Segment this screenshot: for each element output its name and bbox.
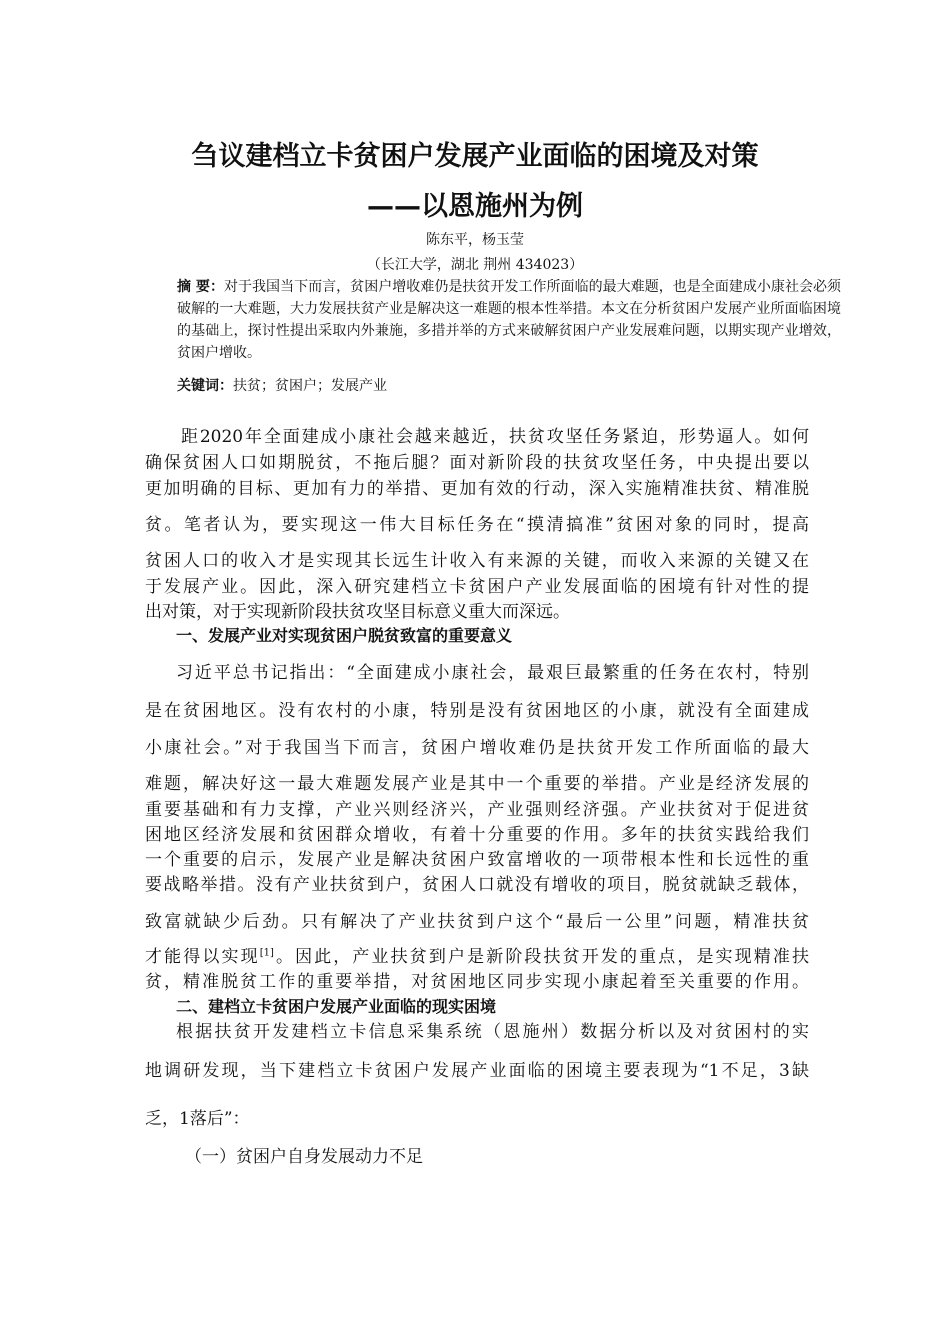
section2-line: 乏，1落后”： [145,1109,250,1129]
section1-line: 一个重要的启示，发展产业是解决贫困户致富增收的一项带根本性和长远性的重 [145,850,809,870]
section2-line: 根据扶贫开发建档立卡信息采集系统（恩施州）数据分析以及对贫困村的实 [176,1022,809,1042]
section1-line: 是在贫困地区。没有农村的小康，特别是没有贫困地区的小康，就没有全面建成 [145,701,809,721]
keywords-text: 扶贫；贫困户；发展产业 [233,378,387,394]
intro-line: 出对策，对于实现新阶段扶贫攻坚目标意义重大而深远。 [145,602,570,622]
intro-line: 贫困人口的收入才是实现其长远生计收入有来源的关键，而收入来源的关键又在 [145,551,809,571]
abstract-label: 摘 要： [177,279,224,295]
section-heading-2: 二、建档立卡贫困户发展产业面临的现实困境 [176,997,497,1016]
intro-line: 距2020年全面建成小康社会越来越近，扶贫攻坚任务紧迫，形势逼人。如何 [181,427,809,447]
section1-line: 贫，精准脱贫工作的重要举措，对贫困地区同步实现小康起着至关重要的作用。 [145,972,809,992]
citation-mark: [1] [259,947,274,959]
abstract [145,276,841,364]
intro-line: 更加明确的目标、更加有力的举措、更加有效的行动，深入实施精准扶贫、精准脱 [145,479,809,499]
citation-text-after: 。因此，产业扶贫到户是新阶段扶贫开发的重点，是实现精准扶 [273,947,810,967]
abstract-text: 对于我国当下而言，贫困户增收难仍是扶贫开发工作所面临的最大难题，也是全面建成小康社会必须破解的一大难题，大力发展扶贫产业是解决这一难题的根本性举措。本文在分析贫困户发展产业所面临困境的基础上，探讨性提出采取内外兼施，多措并举的方式来破解贫困户产业发展难问题，以期实现产业增效，贫困户增收。 [177,279,842,361]
section1-line: 要战略举措。没有产业扶贫到户，贫困人口就没有增收的项目，脱贫就缺乏载体， [145,875,809,895]
authors: 陈东平，杨玉莹 [426,232,524,248]
intro-line: 于发展产业。因此，深入研究建档立卡贫困户产业发展面临的困境有针对性的提 [145,577,809,597]
section1-line: 困地区经济发展和贫困群众增收，有着十分重要的作用。多年的扶贫实践给我们 [145,825,809,845]
intro-line: 贫。笔者认为，要实现这一伟大目标任务在“摸清搞准”贫困对象的同时，提高 [145,515,809,535]
section1-line: 习近平总书记指出：“全面建成小康社会，最艰巨最繁重的任务在农村，特别 [176,663,809,683]
section-heading-1: 一、发展产业对实现贫困户脱贫致富的重要意义 [176,626,513,645]
paper-title: 刍议建档立卡贫困户发展产业面临的困境及对策 [191,141,759,172]
section1-line: 致富就缺少后劲。只有解决了产业扶贫到户这个“最后一公里”问题，精准扶贫 [145,912,809,932]
section1-line: 小康社会。”对于我国当下而言，贫困户增收难仍是扶贫开发工作所面临的最大 [145,738,809,758]
section1-line: 重要基础和有力支撑，产业兴则经济兴，产业强则经济强。产业扶贫对于促进贫 [145,800,809,820]
section1-citation-line [145,945,809,969]
intro-line: 确保贫困人口如期脱贫，不拖后腿？面对新阶段的扶贫攻坚任务，中央提出要以 [145,453,809,473]
citation-text-before: 才能得以实现 [145,947,260,967]
section1-line: 难题，解决好这一最大难题发展产业是其中一个重要的举措。产业是经济发展的 [145,774,809,794]
paper-subtitle: ——以恩施州为例 [367,191,583,222]
section2-line: 地调研发现，当下建档立卡贫困户发展产业面临的困境主要表现为“1不足，3缺 [145,1061,809,1081]
affiliation: （长江大学，湖北 荆州 434023） [366,257,584,273]
keywords-label: 关键词： [177,378,233,394]
keywords [145,375,841,397]
subsection-heading: （一）贫困户自身发展动力不足 [185,1147,423,1167]
